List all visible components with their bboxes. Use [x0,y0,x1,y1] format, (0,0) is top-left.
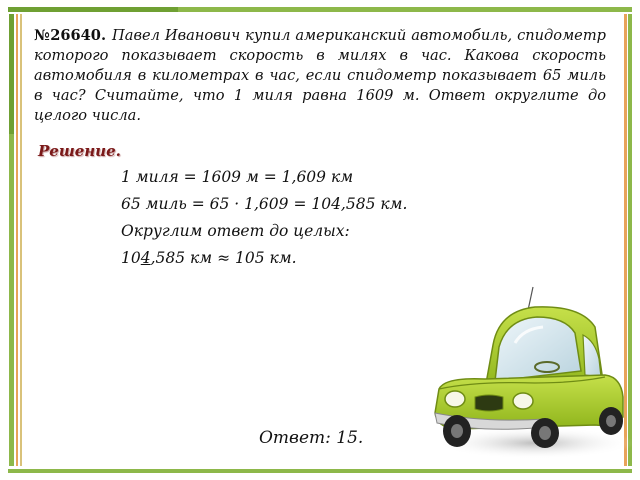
answer-text: Ответ: 15. [259,428,364,448]
solution-line-1: 1 миля = 1609 м = 1,609 км [121,168,354,186]
line4-part1: 10 [121,249,141,267]
line4-part2: ,585 км ≈ 105 км. [150,249,297,267]
solution-line-3: Округлим ответ до целых: [121,222,350,240]
problem-number: №26640. [34,27,107,44]
problem-statement [34,26,606,126]
solution-line-2: 65 миль = 65 · 1,609 = 104,585 км. [121,195,408,213]
solution-title: Решение. [38,142,121,160]
line4-underlined-digit: 4 [140,249,151,267]
problem-text: Павел Иванович купил американский автомобиль, спидометр которого показывает скорость в милях в час. Какова скорость автомобиля в километрах в час, если спидометр показывает 65 миль в час? Считайте, что 1 миля равна 1609 м. Ответ округлите до целого числа. [34,27,606,124]
car-icon [415,285,635,460]
solution-line-4 [121,249,297,267]
